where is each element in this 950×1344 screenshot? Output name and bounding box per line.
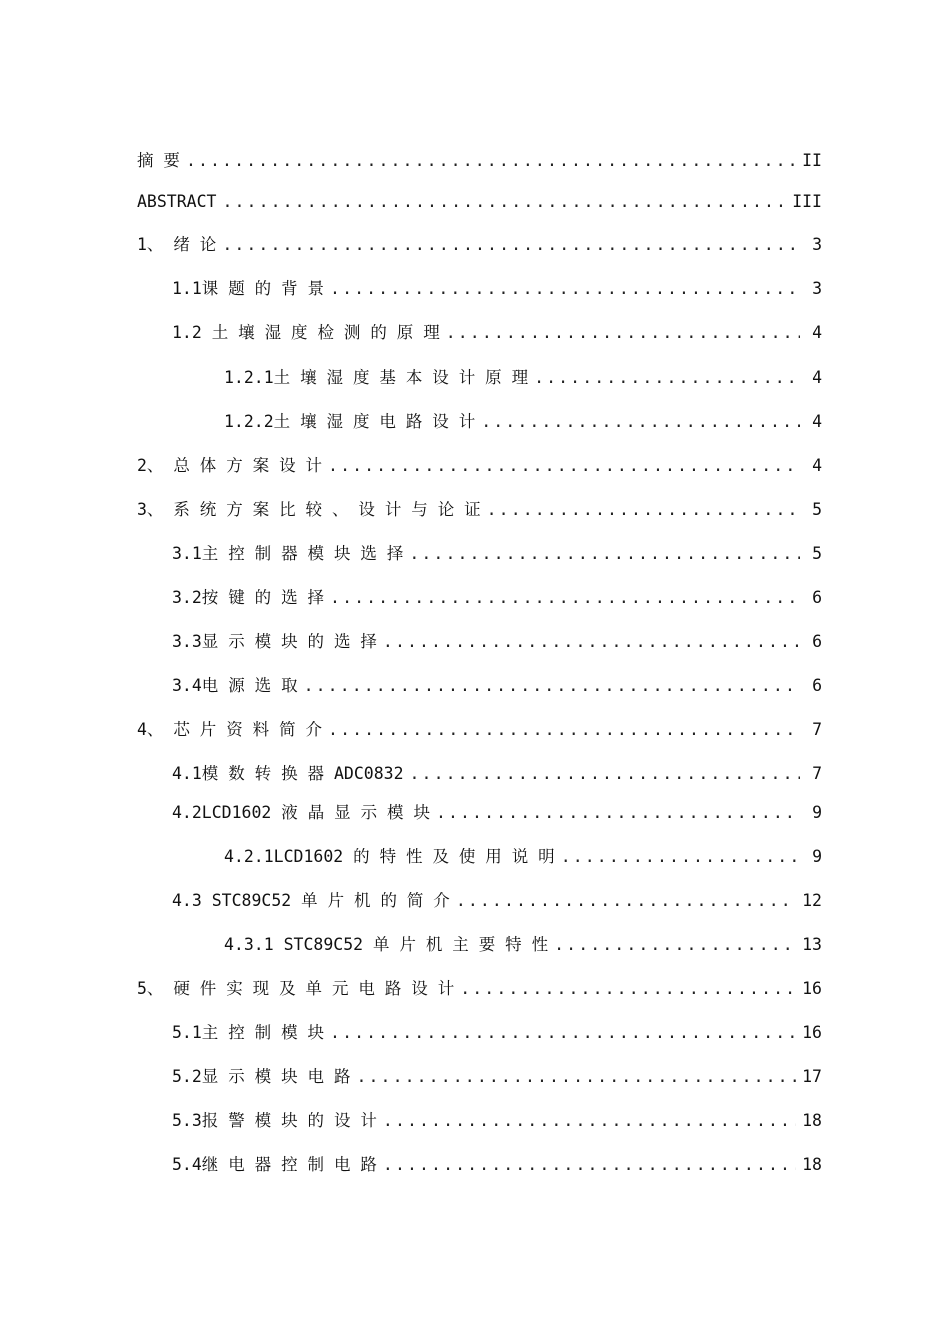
toc-entry-title: 3.4电 源 选 取 — [172, 676, 298, 695]
toc-dot-leader — [328, 720, 800, 739]
toc-entry[interactable] — [172, 760, 822, 786]
toc-entry[interactable] — [172, 584, 822, 610]
toc-entry[interactable] — [172, 1107, 822, 1133]
toc-dot-leader — [356, 1067, 796, 1086]
toc-entry[interactable] — [137, 975, 822, 1001]
toc-entry-title: 1.2 土 壤 湿 度 检 测 的 原 理 — [172, 323, 440, 342]
toc-page-number: 4 — [812, 456, 822, 475]
toc-entry[interactable] — [137, 147, 822, 173]
toc-page-number: 7 — [812, 720, 822, 739]
toc-page-number: 6 — [812, 632, 822, 651]
toc-dot-leader — [410, 764, 800, 783]
toc-page-number: 16 — [802, 1023, 822, 1042]
toc-entry[interactable] — [172, 319, 822, 345]
toc-entry[interactable] — [172, 672, 822, 698]
toc-page-number: 4 — [812, 323, 822, 342]
toc-entry-title: 4、 芯 片 资 料 简 介 — [137, 720, 323, 739]
toc-entry-title: 1、 绪 论 — [137, 235, 217, 254]
toc-entry[interactable] — [172, 275, 822, 301]
toc-entry[interactable] — [172, 1063, 822, 1089]
toc-entry-title: 4.1模 数 转 换 器 ADC0832 — [172, 764, 404, 783]
toc-page-number: 18 — [802, 1111, 822, 1130]
toc-entry[interactable] — [137, 192, 822, 218]
toc-dot-leader — [460, 979, 796, 998]
toc-page-number: 3 — [812, 279, 822, 298]
toc-dot-leader — [446, 323, 800, 342]
toc-entry[interactable] — [172, 540, 822, 566]
toc-dot-leader — [487, 500, 800, 519]
toc-entry-title: 5.4继 电 器 控 制 电 路 — [172, 1155, 377, 1174]
toc-entry-title: 4.3 STC89C52 单 片 机 的 简 介 — [172, 891, 450, 910]
toc-dot-leader — [330, 588, 800, 607]
toc-entry-title: 3.1主 控 制 器 模 块 选 择 — [172, 544, 404, 563]
toc-page-number: 13 — [802, 935, 822, 954]
toc-dot-leader — [481, 412, 800, 431]
toc-page-number: 9 — [812, 803, 822, 822]
toc-page-number: II — [802, 151, 822, 170]
toc-page-number: 4 — [812, 412, 822, 431]
toc-dot-leader — [304, 676, 800, 695]
toc-page-number: 6 — [812, 676, 822, 695]
toc-page-number: 4 — [812, 368, 822, 387]
toc-page-number: 17 — [802, 1067, 822, 1086]
toc-entry-title: 4.2LCD1602 液 晶 显 示 模 块 — [172, 803, 430, 822]
toc-page-number: III — [792, 192, 822, 211]
toc-entry[interactable] — [172, 1151, 822, 1177]
toc-dot-leader — [222, 192, 786, 211]
toc-page-number: 16 — [802, 979, 822, 998]
toc-dot-leader — [328, 456, 800, 475]
toc-entry-title: 1.1课 题 的 背 景 — [172, 279, 325, 298]
toc-entry-title: 3.3显 示 模 块 的 选 择 — [172, 632, 377, 651]
toc-entry[interactable] — [224, 408, 822, 434]
toc-entry[interactable] — [137, 496, 822, 522]
toc-dot-leader — [436, 803, 800, 822]
toc-entry[interactable] — [172, 1019, 822, 1045]
toc-entry-title: 5、 硬 件 实 现 及 单 元 电 路 设 计 — [137, 979, 455, 998]
toc-page-number: 9 — [812, 847, 822, 866]
toc-entry[interactable] — [224, 843, 822, 869]
toc-entry-title: 5.1主 控 制 模 块 — [172, 1023, 325, 1042]
toc-dot-leader — [456, 891, 796, 910]
toc-dot-leader — [330, 1023, 796, 1042]
toc-entry[interactable] — [137, 452, 822, 478]
toc-dot-leader — [186, 151, 796, 170]
toc-page-number: 12 — [802, 891, 822, 910]
toc-entry-title: 4.2.1LCD1602 的 特 性 及 使 用 说 明 — [224, 847, 555, 866]
toc-entry-title: 1.2.2土 壤 湿 度 电 路 设 计 — [224, 412, 476, 431]
toc-entry[interactable] — [172, 799, 822, 825]
toc-dot-leader — [409, 544, 800, 563]
toc-dot-leader — [561, 847, 800, 866]
toc-page-number: 3 — [812, 235, 822, 254]
toc-entry-title: 2、 总 体 方 案 设 计 — [137, 456, 323, 475]
toc-dot-leader — [222, 235, 800, 254]
toc-dot-leader — [383, 1155, 796, 1174]
toc-entry-title: 5.3报 警 模 块 的 设 计 — [172, 1111, 377, 1130]
toc-entry[interactable] — [172, 887, 822, 913]
toc-entry-title: ABSTRACT — [137, 192, 217, 211]
toc-dot-leader — [330, 279, 800, 298]
toc-page-number: 7 — [812, 764, 822, 783]
toc-page-number: 6 — [812, 588, 822, 607]
toc-entry[interactable] — [137, 716, 822, 742]
toc-entry-title: 摘 要 — [137, 151, 180, 170]
toc-entry[interactable] — [224, 364, 822, 390]
toc-entry[interactable] — [224, 931, 822, 957]
toc-entry-title: 4.3.1 STC89C52 单 片 机 主 要 特 性 — [224, 935, 549, 954]
toc-entry[interactable] — [172, 628, 822, 654]
toc-entry-title: 3、 系 统 方 案 比 较 、 设 计 与 论 证 — [137, 500, 481, 519]
toc-page-number: 5 — [812, 544, 822, 563]
toc-dot-leader — [383, 1111, 796, 1130]
toc-entry[interactable] — [137, 231, 822, 257]
toc-entry-title: 5.2显 示 模 块 电 路 — [172, 1067, 351, 1086]
toc-dot-leader — [383, 632, 800, 651]
toc-page-number: 18 — [802, 1155, 822, 1174]
toc-page-number: 5 — [812, 500, 822, 519]
toc-entry-title: 1.2.1土 壤 湿 度 基 本 设 计 原 理 — [224, 368, 529, 387]
toc-dot-leader — [534, 368, 800, 387]
toc-dot-leader — [554, 935, 796, 954]
toc-entry-title: 3.2按 键 的 选 择 — [172, 588, 325, 607]
